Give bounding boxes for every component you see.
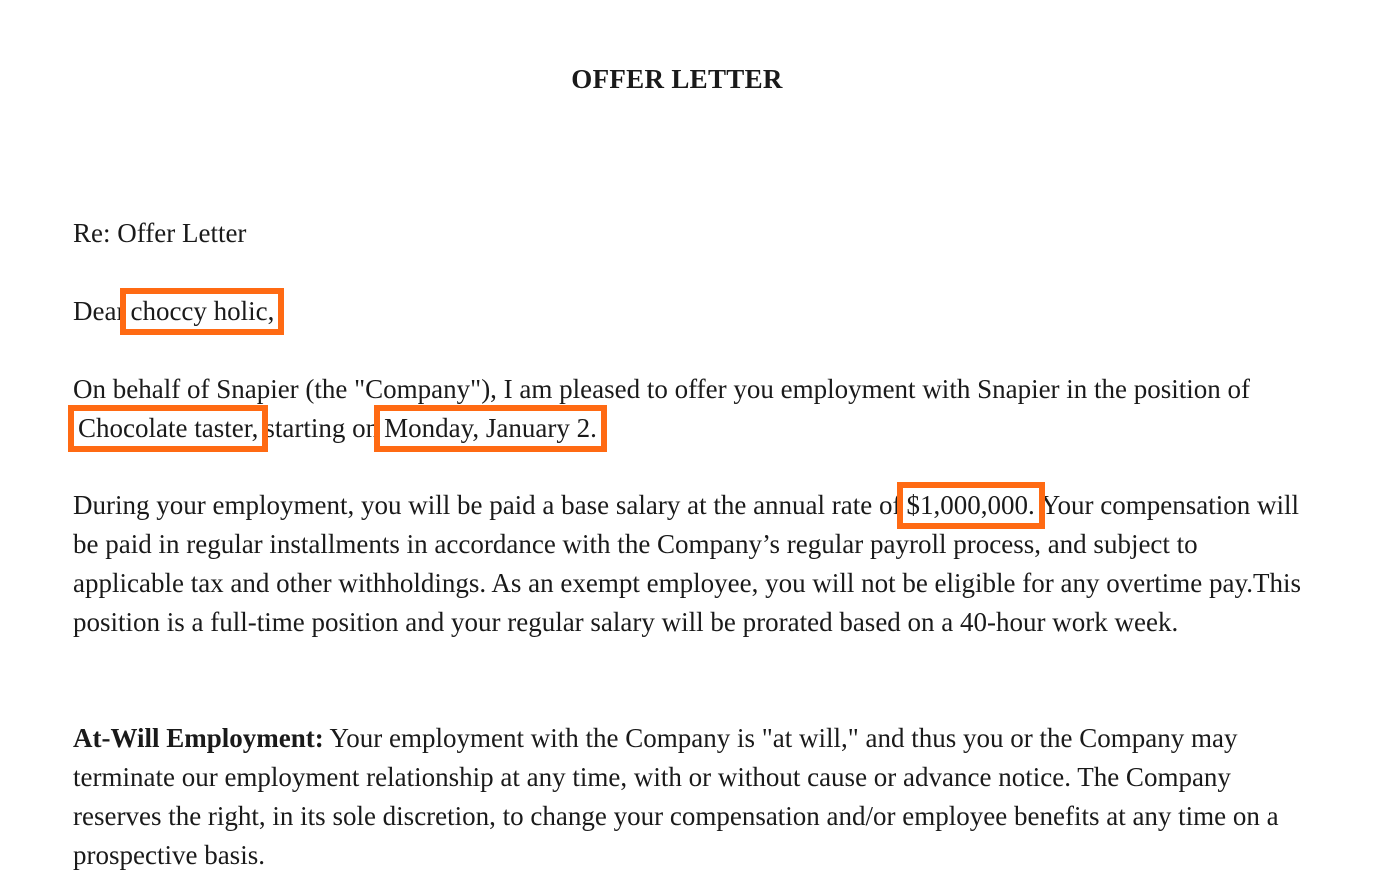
at-will-paragraph [73,719,1303,875]
at-will-text: Your employment with the Company is "at will," and thus you or the Company may terminate our employment relationship at any time, with or without cause or advance notice. The Company reserves the right, in its sole discretion, to change your compensation and/or employee benefits at any time on a prospective basis. [73,723,1279,870]
offer-text-start: On behalf of Snapier (the "Company"), I am pleased to offer you employment with Snapier in the position of [73,374,1251,404]
salary-paragraph [73,486,1303,642]
salary-text-rest: Your compensation will be paid in regular installments in accordance with the Company’s regular payroll process, and subject to applicable tax and other withholdings. As an exempt employee, you will not be eligible for any overtime pay.This position is a full-time position and your regular salary will be prorated based on a 40-hour work week. [73,490,1301,637]
greeting-paragraph [73,292,1303,331]
position-highlight: Chocolate taster, [78,413,259,443]
candidate-name-highlight: choccy holic, [130,296,275,326]
salary-highlight: $1,000,000. [906,490,1035,520]
document-title: OFFER LETTER [571,64,783,94]
salary-text-start: During your employment, you will be paid a base salary at the annual rate of [73,490,902,520]
offer-text-middle: starting on [264,413,380,443]
offer-paragraph [73,370,1303,448]
re-line: Re: Offer Letter [73,218,247,248]
start-date-highlight: Monday, January 2. [384,413,597,443]
greeting-prefix: Dear [73,296,126,326]
at-will-heading: At-Will Employment: [73,723,324,753]
